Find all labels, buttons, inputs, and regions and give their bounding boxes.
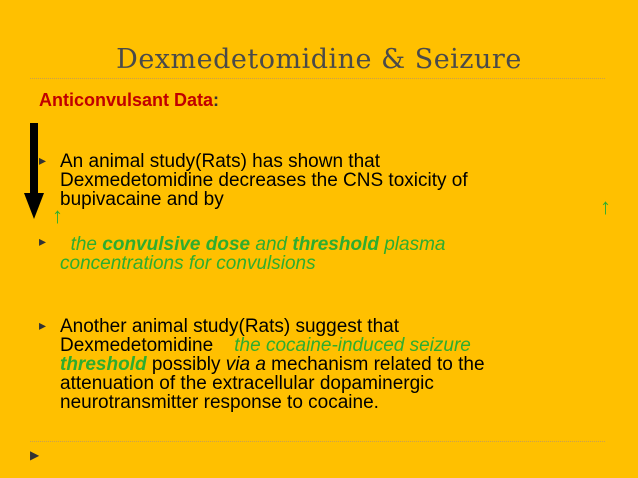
- bullet-2-and: and: [250, 234, 293, 255]
- bullet-1-icon: ▸: [39, 152, 47, 168]
- threshold-text: threshold: [292, 234, 379, 255]
- title-divider: [30, 78, 605, 79]
- up-arrow-icon: ↑: [52, 203, 63, 228]
- bullet-3-threshold: threshold: [60, 354, 147, 375]
- bullet-3-via-a: via a: [225, 354, 266, 375]
- slide-title: Dexmedetomidine & Seizure: [116, 44, 522, 75]
- bullet-2-icon: ▸: [39, 233, 47, 249]
- bullet-1-line-3: bupivacaine and by: [60, 189, 224, 210]
- convulsive-dose-text: convulsive dose: [102, 234, 251, 255]
- subtitle-text: Anticonvulsant Data: [39, 90, 214, 110]
- subtitle-colon: :: [213, 90, 220, 110]
- bottom-divider: [30, 441, 605, 442]
- bullet-3-icon: ▸: [39, 317, 47, 333]
- bullet-3-line-1: Another animal study(Rats) suggest that: [60, 316, 400, 337]
- slide-subtitle: [39, 90, 219, 111]
- bullet-2-plasma: plasma: [378, 234, 446, 255]
- bullet-3-line-3: [60, 355, 590, 374]
- bullet-3-line-5: neurotransmitter response to cocaine.: [60, 392, 379, 413]
- next-slide-icon: ▶: [30, 448, 40, 462]
- bullet-3-possibly: possibly: [146, 354, 226, 375]
- bullet-3-line-4: attenuation of the extracellular dopaminergic: [60, 373, 434, 394]
- bullet-1-line-2: Dexmedetomidine decreases the CNS toxicity of: [60, 170, 468, 191]
- bullet-3-mechanism: mechanism related to the: [265, 354, 485, 375]
- bullet-2-line-1: [60, 235, 590, 254]
- down-arrow-icon: [24, 123, 47, 219]
- bullet-1-text: [60, 152, 590, 209]
- up-arrow-icon: ↑: [600, 194, 611, 219]
- bullet-3-text: [60, 317, 590, 412]
- dex-text: Dexmedetomidine: [60, 335, 214, 356]
- bullet-2-the: the: [70, 234, 103, 255]
- bullet-2-text: [60, 235, 590, 273]
- bullet-3-line-2: [60, 336, 590, 355]
- cocaine-phrase: the cocaine-induced seizure: [234, 335, 471, 356]
- bullet-2-line-2: concentrations for convulsions: [60, 253, 316, 274]
- bullet-1-line-1: An animal study(Rats) has shown that: [60, 151, 380, 172]
